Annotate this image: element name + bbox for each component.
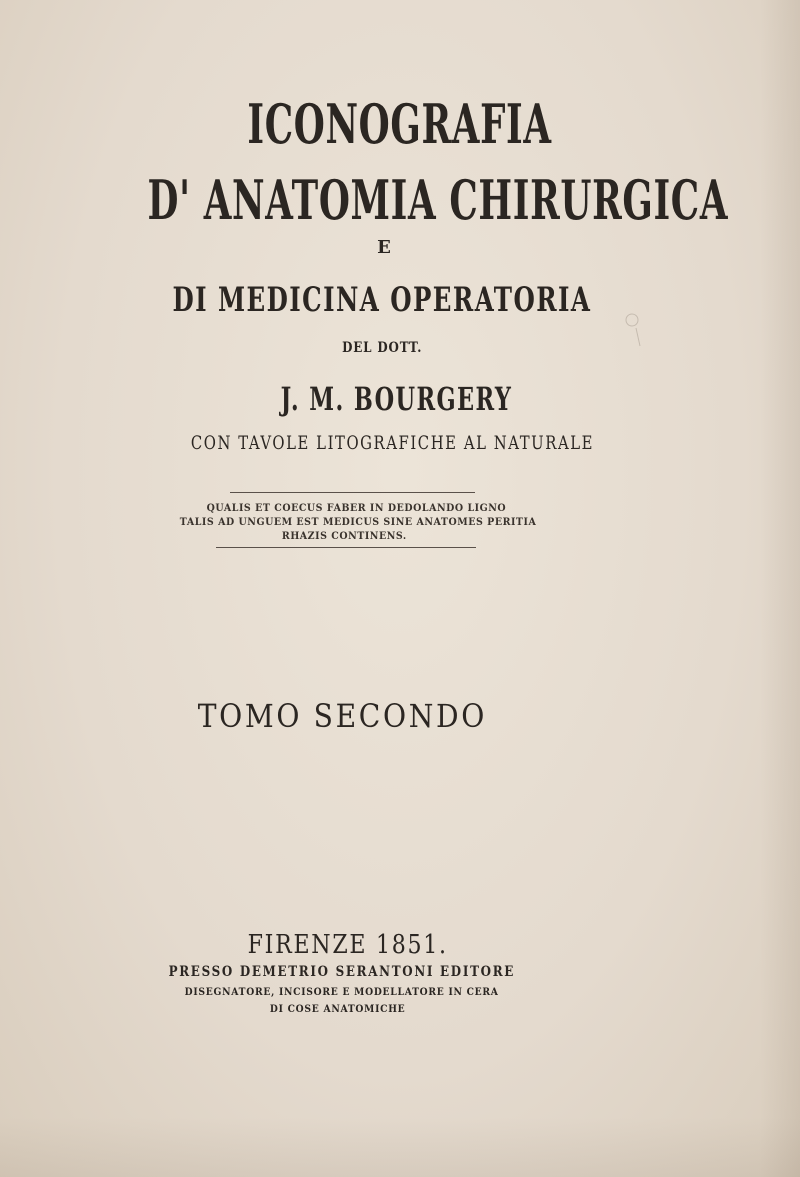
title-conjunction: E — [377, 237, 391, 258]
epigraph-source: RHAZIS CONTINENS. — [281, 530, 407, 542]
title-line-1: ICONOGRAFIA — [247, 92, 553, 156]
epigraph-line-2: TALIS AD UNGUEM EST MEDICUS SINE ANATOMES PERITIA — [179, 516, 537, 528]
epigraph-line-1: QUALIS ET COECUS FABER IN DEDOLANDO LIGNO — [206, 502, 506, 514]
imprint-publisher: PRESSO DEMETRIO SERANTONI EDITORE — [168, 964, 516, 980]
author-name: J. M. BOURGERY — [280, 380, 512, 418]
library-stamp-mark — [622, 312, 646, 348]
imprint-place-year: FIRENZE 1851. — [247, 930, 449, 960]
epigraph-top-rule — [230, 492, 475, 493]
imprint-publisher-roles-2: DI COSE ANATOMICHE — [270, 1004, 406, 1015]
title-line-2: D' ANATOMIA CHIRURGICA — [147, 168, 729, 232]
subtitle: CON TAVOLE LITOGRAFICHE AL NATURALE — [190, 432, 594, 454]
epigraph-bottom-rule — [216, 547, 476, 548]
page-bottom-shadow — [0, 1117, 800, 1177]
title-line-3: DI MEDICINA OPERATORIA — [172, 280, 592, 320]
imprint-publisher-roles: DISEGNATORE, INCISORE E MODELLATORE IN CERA — [184, 987, 500, 998]
author-prefix: DEL DOTT. — [341, 340, 423, 356]
volume-title: TOMO SECONDO — [197, 697, 487, 735]
